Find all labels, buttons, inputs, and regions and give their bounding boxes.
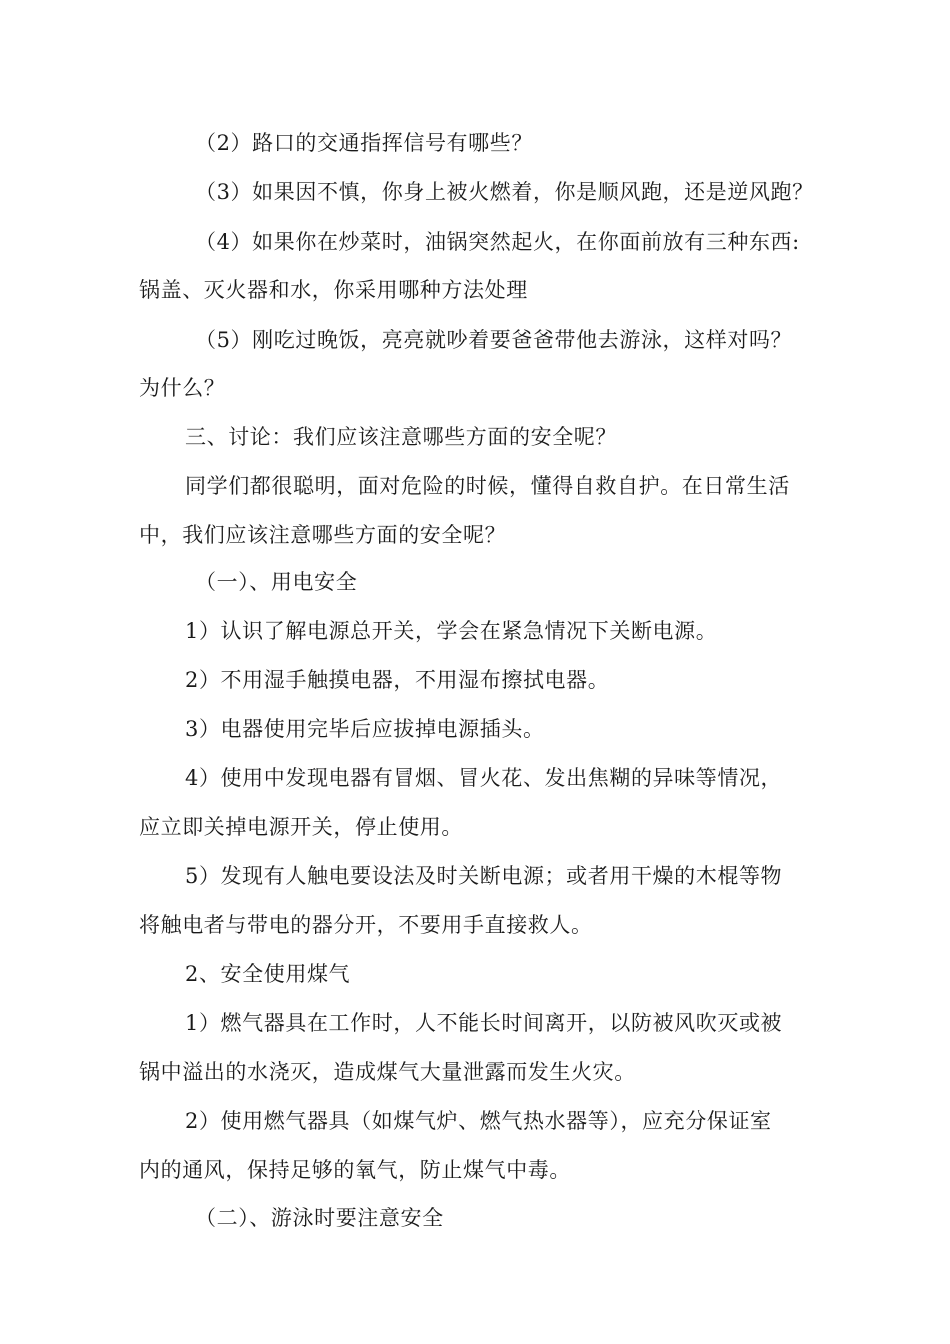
electricity-item-5-line-2: 将触电者与带电的器分开，不要用手直接救人。 [139,913,593,937]
electricity-item-2: 2）不用湿手触摸电器，不用湿布擦拭电器。 [185,668,610,692]
gas-item-2-line-2: 内的通风，保持足够的氧气，防止煤气中毒。 [139,1158,571,1182]
electricity-item-5-line-1: 5）发现有人触电要设法及时关断电源；或者用干燥的木棍等物 [185,864,783,888]
electricity-item-4-line-2: 应立即关掉电源开关，停止使用。 [139,815,463,839]
question-5-line-2: 为什么？ [139,376,226,400]
section-3-heading: 三、讨论：我们应该注意哪些方面的安全呢？ [185,425,617,449]
subsection-swimming-heading: （二）、游泳时要注意安全 [195,1206,444,1230]
question-3: （3）如果因不慎，你身上被火燃着，你是顺风跑，还是逆风跑？ [195,180,814,204]
gas-item-1-line-2: 锅中溢出的水浇灭，造成煤气大量泄露而发生火灾。 [139,1060,636,1084]
question-4-line-2: 锅盖、灭火器和水，你采用哪种方法处理 [139,278,528,302]
intro-paragraph-line-1: 同学们都很聪明，面对危险的时候，懂得自救自护。在日常生活 [185,474,790,498]
gas-item-2-line-1: 2）使用燃气器具（如煤气炉、燃气热水器等），应充分保证室 [185,1109,772,1133]
subsection-electricity-heading: （一）、用电安全 [195,570,358,594]
electricity-item-3: 3）电器使用完毕后应拔掉电源插头。 [185,717,545,741]
question-2: （2）路口的交通指挥信号有哪些？ [195,131,533,155]
question-4-line-1: （4）如果你在炒菜时，油锅突然起火，在你面前放有三种东西: [195,230,800,254]
electricity-item-4-line-1: 4）使用中发现电器有冒烟、冒火花、发出焦糊的异味等情况， [185,766,783,790]
gas-item-1-line-1: 1）燃气器具在工作时，人不能长时间离开，以防被风吹灭或被 [185,1011,783,1035]
subsection-gas-heading: 2、安全使用煤气 [185,962,351,986]
electricity-item-1: 1）认识了解电源总开关，学会在紧急情况下关断电源。 [185,619,718,643]
intro-paragraph-line-2: 中，我们应该注意哪些方面的安全呢？ [139,523,507,547]
question-5-line-1: （5）刚吃过晚饭，亮亮就吵着要爸爸带他去游泳，这样对吗？ [195,328,793,352]
